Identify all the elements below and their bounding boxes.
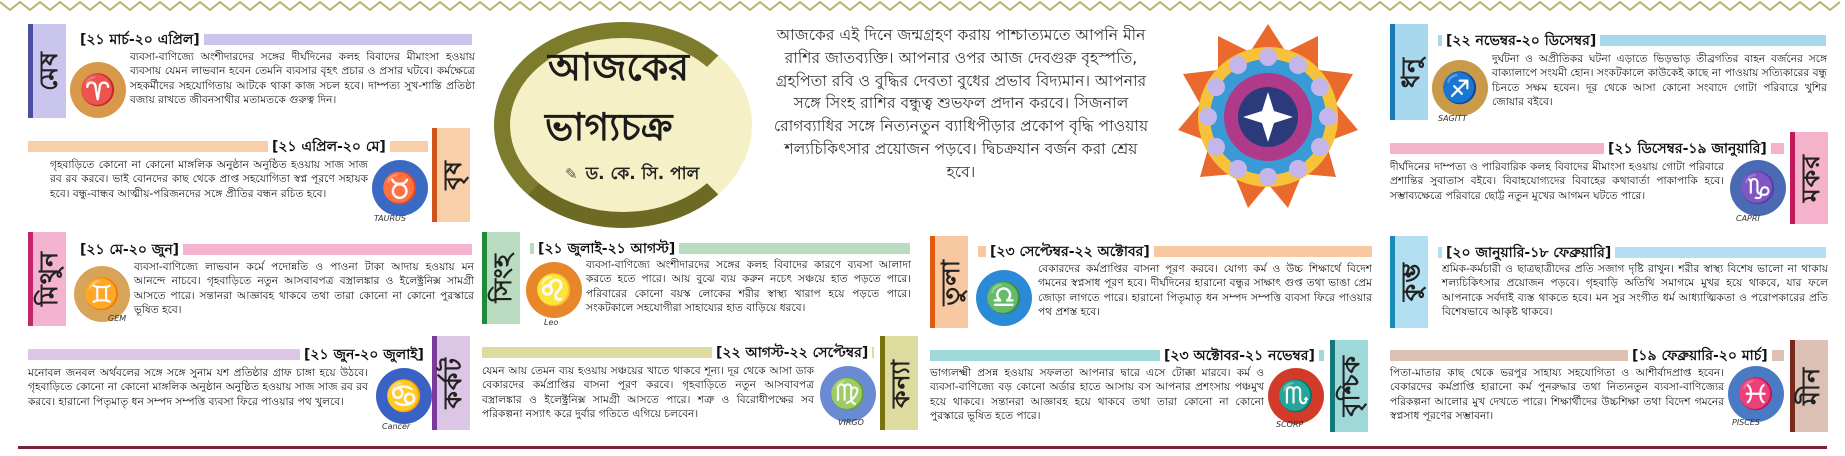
- virgo-label: VIRGO: [838, 418, 864, 427]
- pisces-label: PISCES: [1732, 418, 1760, 427]
- sign-tab-scorpio: [1330, 340, 1368, 432]
- date-range-libra: [২৩ সেপ্টেম্বর-২২ অক্টোবর]: [986, 240, 1154, 264]
- date-range-aquarius: [২০ জানুয়ারি-১৮ ফেব্রুয়ারি]: [1442, 241, 1615, 265]
- date-range-aries: [২১ মার্চ-২০ এপ্রিল]: [76, 28, 204, 52]
- date-range-taurus: [২১ এপ্রিল-২০ মে]: [268, 135, 390, 159]
- zigzag-border: [0, 0, 1845, 14]
- sign-name-libra: তুলা: [936, 258, 965, 306]
- sign-tab-capricorn: [1790, 132, 1828, 224]
- author-name: ড. কে. সি. পাল: [585, 164, 700, 184]
- zodiac-wheel-icon: [1178, 22, 1358, 212]
- sagittarius-emblem-icon: ♐: [1432, 60, 1488, 116]
- sign-name-virgo: কন্যা: [886, 358, 915, 408]
- sign-text-pisces: পিতা-মাতার কাছ থেকে ভরপুর সাহায্য সহযোগিতা ও আশীর্বাদপ্রাপ্ত হবেন। বেকারদের কর্মপ্রাপ্তি হারানো কর্ম পুনরুদ্ধার তথা নিত্যনতুন ব্যবসা-বাণিজ্যের পরিকল্পনা আলোর মুখ দেখতে পারে। শিক্ষার্থীদের উচ্চশিক্ষা তথা বিদেশ গমনের স্বপ্নসাধ পূরণের সম্ভাবনা।: [1390, 367, 1724, 423]
- sign-text-virgo: যেমন আয় তেমন ব্যয় হওয়ায় সঞ্চয়ের খাতে থাকবে শূন্য। দূর থেকে আসা ডাক বেকারদের কর্মপ্রাপ্তির বাসনা পূরণ করবে। গৃহবাড়িতে নতুন আসবাবপত্র বস্ত্রালঙ্কার ও ইলেক্ট্রনিক্স সামগ্রী আসতে পারে। শত্রু ও বিরোধীপক্ষের সব পরিকল্পনা নস্যাৎ করে দুর্বার গতিতে এগিয়ে চলবেন।: [482, 365, 814, 421]
- date-range-sagittarius: [২২ নভেম্বর-২০ ডিসেম্বর]: [1442, 29, 1600, 53]
- sign-name-taurus: বৃষ: [438, 160, 467, 190]
- sign-text-taurus: গৃহবাড়িতে কোনো না কোনো মাঙ্গলিক অনুষ্ঠান অনুষ্ঠিত হওয়ায় সাজ সাজ রব রব করবে। ভাই বোনদের কাছ থেকে প্রাপ্ত সহযোগিতা স্বপ্ন পূরণে সহায়ক হবে। বন্ধু-বান্ধব আত্মীয়-পরিজনদের সঙ্গে প্রীতির বন্ধন রচিত হবে।: [50, 159, 368, 200]
- aries-emblem-icon: ♈: [70, 62, 126, 118]
- page-title-line1: আজকের: [548, 44, 690, 89]
- sign-tab-aquarius: [1390, 236, 1428, 328]
- sign-text-leo: ব্যবসা-বাণিজ্যে অংশীদারদের সঙ্গের কলহ বিবাদের কারণে ব্যবসা আলাদা করতে হতে পারে। আয় বুঝে ব্যয় করুন নচেৎ সঞ্চয়ে হাত পড়তে পারে। পরিবারের কোনো বয়স্ক লোকের শরীর স্বাস্থ্য খারাপ হয়ে পড়তে পারে। সংকটকালে সহযোগীরা সাহায্যের হাত বাড়িয়ে ধরবে।: [586, 259, 911, 315]
- date-range-capricorn: [২১ ডিসেম্বর-১৯ জানুয়ারি]: [1604, 137, 1771, 161]
- capricorn-emblem-icon: ♑: [1730, 160, 1786, 216]
- date-range-gemini: [২১ মে-২০ জুন]: [76, 238, 183, 262]
- sign-text-capricorn: দীর্ঘদিনের দাম্পত্য ও পারিবারিক কলহ বিবাদের মীমাংসা হওয়ায় গোটা পরিবারে প্রশান্তির সুবাতাস বইবে। বিবাহযোগ্যদের বিবাহের কথাবার্তা পাকাপাকি হবে। সম্ভাব্যক্ষেত্রে পরিবারে ছোট্ট নতুন মুখের আগমন ঘটতে পারে।: [1390, 161, 1724, 202]
- pen-icon: ✎: [565, 165, 578, 183]
- pisces-emblem-icon: ♓: [1728, 366, 1784, 422]
- cancer-label: Cancer: [382, 422, 411, 431]
- sign-tab-aries: [28, 24, 66, 118]
- sign-name-leo: সিংহ: [488, 253, 517, 303]
- sign-tab-taurus: [432, 128, 470, 222]
- sign-name-pisces: মীন: [1796, 367, 1825, 405]
- sign-name-gemini: মিথুন: [34, 251, 63, 307]
- sign-text-gemini: ব্যবসা-বাণিজ্যে লাভবান কর্মে পদোন্নতি ও পাওনা টাকা আদায় হওয়ায় মন আনন্দে নাচবে। গৃহবাড়িতে নতুন আসবাবপত্র বস্ত্রালঙ্কার ও ইলেক্ট্রনিক্স সামগ্রী আসতে পারে। সন্তানরা আজ্ঞাবহ থাকবে তথা তারা কোনো না কোনো পুরস্কারে ভূষিত হবে।: [134, 261, 474, 317]
- sign-name-sagittarius: ধনু: [1396, 56, 1425, 88]
- taurus-emblem-icon: ♉: [372, 160, 428, 216]
- sign-text-libra: বেকারদের কর্মপ্রাপ্তির বাসনা পূরণ করবে। যোগ্য কর্ম ও উচ্চ শিক্ষার্থে বিদেশ গমনের স্বপ্নসাধ পূরণ হবে। দীর্ঘদিনের হারানো বন্ধুর সাক্ষাৎ গুপ্ত তথা ভাঙা প্রেম জোড়া লাগতে পারে। হারানো পিতৃমাতৃ ধন সম্পদ সম্পত্তি ব্যবসা ফিরে পাওয়ার পথ প্রশস্ত হবে।: [1038, 263, 1372, 319]
- page-title-line2: ভাগ্যচক্র: [545, 104, 673, 149]
- cancer-emblem-icon: ♋: [376, 368, 432, 424]
- sign-text-sagittarius: দুর্ঘটনা ও অপ্রীতিকর ঘটনা এড়াতে ভিড়ভাড় তীব্রগতির বাহন বর্জনের সঙ্গে বাক্যালাপে সংযমী হোন। সংকটকালে কাউকেই কাছে না পাওয়ায় সত্যিকারের বন্ধু চিনতে সক্ষম হবেন। দূর থেকে আসা কোনো সংবাদে গোটা পরিবারে খুশির জোয়ার বইবে।: [1492, 53, 1827, 109]
- sign-tab-leo: [482, 232, 520, 324]
- libra-emblem-icon: ♎: [976, 270, 1032, 326]
- sign-name-scorpio: বৃশ্চিক: [1336, 355, 1365, 417]
- scorpio-emblem-icon: ♏: [1268, 368, 1324, 424]
- date-range-cancer: [২১ জুন-২০ জুলাই]: [300, 343, 428, 367]
- sign-tab-sagittarius: [1390, 24, 1428, 120]
- scorpio-label: SCORP: [1276, 420, 1304, 429]
- bottom-rule: [18, 446, 1827, 449]
- author: [565, 161, 699, 189]
- capricorn-label: CAPRI: [1736, 214, 1760, 223]
- sagittarius-label: SAGITT: [1438, 114, 1467, 123]
- gemini-label: GEM: [108, 314, 127, 323]
- taurus-label: TAURUS: [374, 214, 406, 223]
- sign-name-capricorn: মকর: [1796, 153, 1825, 203]
- date-range-pisces: [১৯ ফেব্রুয়ারি-২০ মার্চ]: [1628, 344, 1772, 368]
- leo-emblem-icon: ♌: [526, 262, 582, 318]
- leo-label: Leo: [544, 318, 559, 327]
- sign-text-scorpio: ভাগ্যলক্ষ্মী প্রসন্ন হওয়ায় সফলতা আপনার দ্বারে এসে টোক্কা মারবে। কর্ম ও ব্যবসা-বাণিজ্যে বড় কোনো অর্ডার হাতে আসায় বস আপনার প্রশংসায় পঞ্চমুখ হয়ে থাকবে। সন্তানরা আজ্ঞাবহ হয়ে থাকবে তথা তারা কোনো না কোনো পুরস্কারে ভূষিত হতে পারে।: [930, 367, 1264, 423]
- virgo-emblem-icon: ♍: [820, 366, 876, 422]
- date-range-leo: [২১ জুলাই-২১ আগস্ট]: [534, 237, 679, 261]
- sign-tab-cancer: [432, 336, 470, 430]
- gemini-emblem-icon: ♊: [74, 266, 130, 322]
- date-range-virgo: [২২ আগস্ট-২২ সেপ্টেম্বর]: [712, 341, 872, 365]
- daily-note: আজকের এই দিনে জন্মগ্রহণ করায় পাশ্চাত্যমতে আপনি মীন রাশির জাতব্যক্তি। আপনার ওপর আজ দেবগুরু বৃহস্পতি, গ্রহপিতা রবি ও বুদ্ধির দেবতা বুধের প্রভাব বিদ্যমান। আপনার সঙ্গে সিংহ রাশির বন্ধুত্ব শুভফল প্রদান করবে। সিজনাল রোগব্যাধির সঙ্গে নিত্যনতুন ব্যাধিপীড়ার প্রকোপ বৃদ্ধি পাওয়ায় শল্যচিকিৎসার প্রয়োজন পড়বে। দ্বিচক্রযান বর্জন করা শ্রেয় হবে।: [773, 26, 1149, 181]
- date-range-scorpio: [২৩ অক্টোবর-২১ নভেম্বর]: [1160, 344, 1319, 368]
- sign-name-aries: মেষ: [34, 51, 63, 91]
- sign-text-cancer: মনোবল জনবল অর্থবলের সঙ্গে সঙ্গে সুনাম যশ প্রতিষ্ঠার গ্রাফ চাঙ্গা হয়ে উঠবে। গৃহবাড়িতে কোনো না কোনো মাঙ্গলিক অনুষ্ঠান অনুষ্ঠিত হওয়ায় সাজ সাজ রব রব করবে। হারানো পিতৃমাতৃ ধন সম্পদ সম্পত্তি ব্যবসা ফিরে পাওয়ার পথ খুলবে।: [28, 367, 368, 408]
- sign-name-aquarius: কুম্ভ: [1396, 262, 1425, 302]
- sign-tab-virgo: [880, 336, 918, 430]
- sign-tab-gemini: [28, 232, 66, 326]
- sign-tab-pisces: [1790, 340, 1828, 432]
- sign-tab-libra: [930, 236, 968, 328]
- sign-name-cancer: কর্কট: [438, 357, 467, 409]
- sign-text-aries: ব্যবসা-বাণিজ্যে অংশীদারদের সঙ্গের দীর্ঘদিনের কলহ বিবাদের মীমাংসা হওয়ায় ব্যবসায় যেমন লাভবান হবেন তেমনি ব্যবসার বৃহৎ প্রচার ও প্রসার ঘটবে। কর্মক্ষেত্রে সহকর্মীদের সহযোগিতায় আটকে থাকা কাজ সচল হবে। দাম্পত্য সুখ-শান্তি প্রতিষ্ঠা বজায় রাখতে জীবনসাথীর মতামতকে গুরুত্ব দিন।: [130, 51, 475, 107]
- sign-text-aquarius: শ্রমিক-কর্মচারী ও ছাত্রছাত্রীদের প্রতি সজাগ দৃষ্টি রাখুন। শরীর স্বাস্থ্য বিশেষ ভালো না থাকায় শল্যচিকিৎসার প্রয়োজন পড়বে। গৃহবাড়ি অতিথি সমাগমে মুখর হয়ে থাকবে, যার ফলে আপনাকে সর্বদাই ব্যস্ত থাকতে হবে। মন সুর সংগীত ধর্ম আধ্যাত্মিকতা ও পরোপকারের প্রতি বিশেষভাবে আকৃষ্ট থাকবে।: [1442, 263, 1828, 319]
